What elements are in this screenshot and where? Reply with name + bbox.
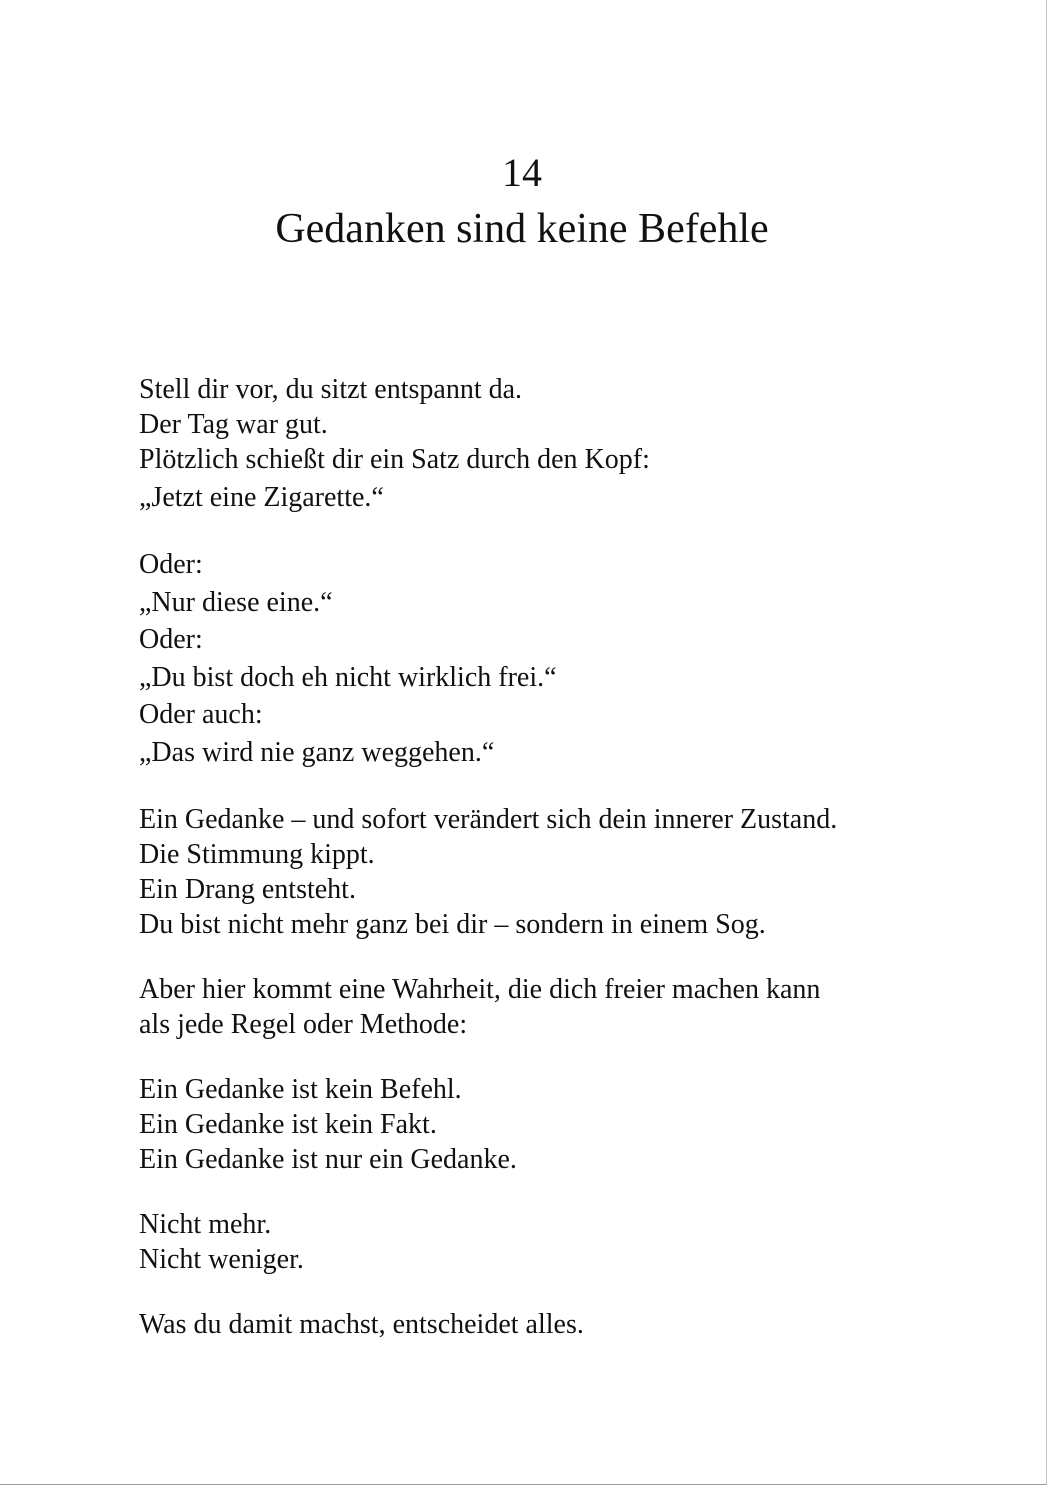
text-line: Oder auch:: [139, 699, 263, 730]
paragraph-2: [139, 547, 959, 772]
text-line: Ein Gedanke ist kein Befehl.: [139, 1074, 462, 1105]
paragraph-1: [139, 372, 959, 517]
text-line: Aber hier kommt eine Wahrheit, die dich freier machen kann: [139, 974, 821, 1005]
paragraph-spacer: [139, 1277, 959, 1307]
text-line: als jede Regel oder Methode:: [139, 1009, 468, 1040]
text-line: Ein Drang entsteht.: [139, 874, 356, 905]
paragraph-3: [139, 802, 959, 942]
paragraph-spacer: [139, 1177, 959, 1207]
text-line: Nicht mehr.: [139, 1209, 272, 1240]
text-line: Oder:: [139, 624, 203, 655]
quote-line: „Das wird nie ganz weggehen.“: [139, 737, 495, 768]
text-line: Der Tag war gut.: [139, 409, 328, 440]
quote-line: „Jetzt eine Zigarette.“: [139, 482, 384, 513]
text-line: Ein Gedanke ist kein Fakt.: [139, 1109, 437, 1140]
paragraph-spacer: [139, 1042, 959, 1072]
paragraph-4: [139, 972, 959, 1042]
text-line: Du bist nicht mehr ganz bei dir – sondern in einem Sog.: [139, 909, 766, 940]
paragraph-7: [139, 1307, 959, 1342]
paragraph-spacer: [139, 942, 959, 972]
text-line: Stell dir vor, du sitzt entspannt da.: [139, 374, 523, 405]
text-line: Die Stimmung kippt.: [139, 839, 375, 870]
text-line: Nicht weniger.: [139, 1244, 304, 1275]
text-line: Plötzlich schießt dir ein Satz durch den Kopf:: [139, 444, 650, 475]
text-line: Ein Gedanke – und sofort verändert sich dein innerer Zustand.: [139, 804, 838, 835]
paragraph-spacer: [139, 772, 959, 802]
paragraph-6: [139, 1207, 959, 1277]
quote-line: „Du bist doch eh nicht wirklich frei.“: [139, 662, 557, 693]
chapter-title: Gedanken sind keine Befehle: [275, 206, 769, 252]
paragraph-spacer: [139, 517, 959, 547]
paragraph-5: [139, 1072, 959, 1177]
text-line: Was du damit machst, entscheidet alles.: [139, 1309, 584, 1340]
chapter-body: [139, 372, 959, 1342]
text-line: Ein Gedanke ist nur ein Gedanke.: [139, 1144, 517, 1175]
chapter-number: 14: [502, 150, 542, 195]
quote-line: „Nur diese eine.“: [139, 587, 333, 618]
text-line: Oder:: [139, 549, 203, 580]
